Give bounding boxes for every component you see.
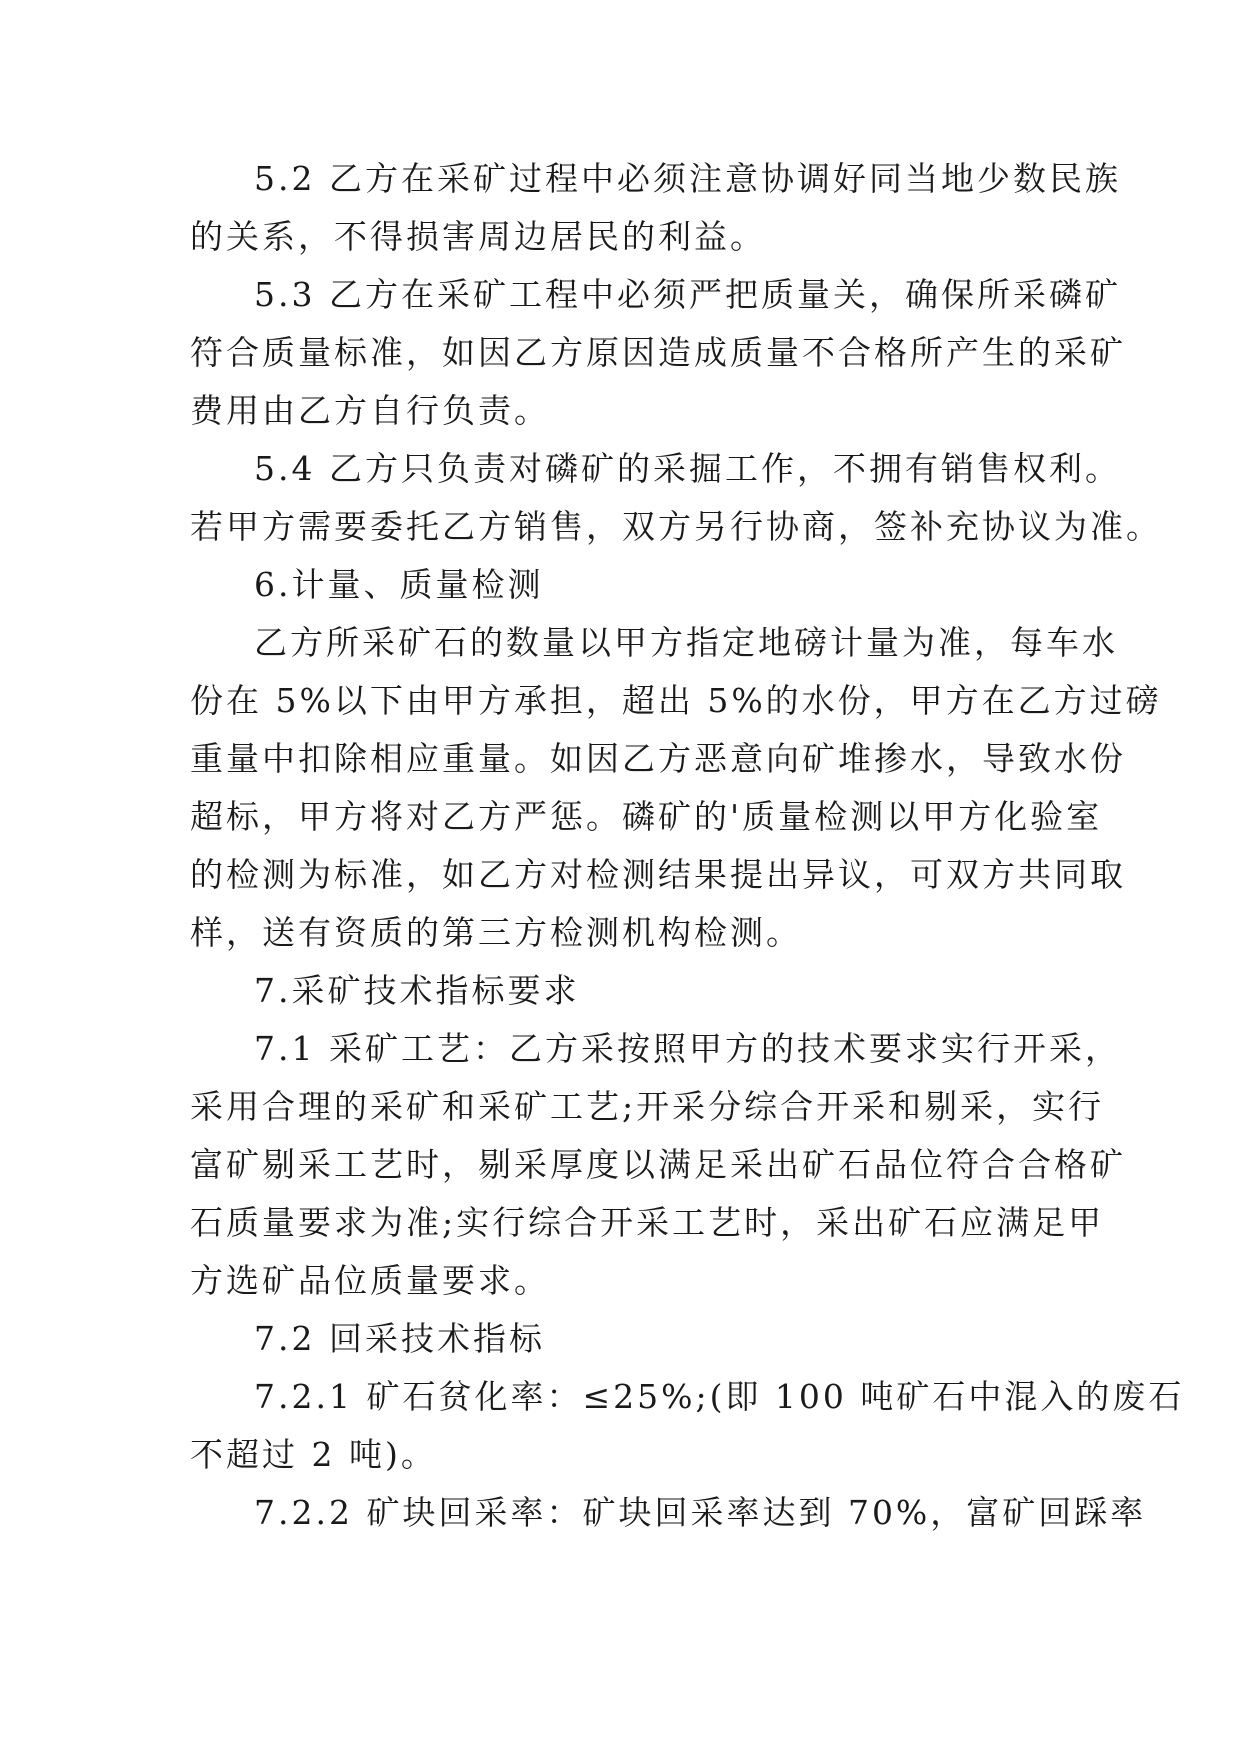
paragraph-p-7-1 bbox=[190, 1020, 1126, 1310]
text-line: 石质量要求为准;实行综合开采工艺时，采出矿石应满足甲 bbox=[190, 1203, 1105, 1242]
text-line: 方选矿品位质量要求。 bbox=[190, 1261, 550, 1300]
text-line: 7.2 回采技术指标 bbox=[254, 1319, 545, 1358]
text-line: 7.2.2 矿块回采率：矿块回采率达到 70%，富矿回踩率 bbox=[254, 1493, 1147, 1532]
text-line: 7.1 采矿工艺：乙方采按照甲方的技术要求实行开采， bbox=[254, 1029, 1121, 1068]
paragraph-p-5-4 bbox=[190, 440, 1162, 556]
text-line: 份在 5%以下由甲方承担，超出 5%的水份，甲方在乙方过磅 bbox=[190, 681, 1162, 720]
text-line: 的关系，不得损害周边居民的利益。 bbox=[190, 217, 766, 256]
paragraph-p-7-2 bbox=[190, 1310, 1056, 1368]
paragraph-p-7-2-1 bbox=[190, 1368, 1185, 1484]
text-line: 若甲方需要委托乙方销售，双方另行协商，签补充协议为准。 bbox=[190, 507, 1162, 546]
paragraph-p-5-2 bbox=[190, 150, 1121, 266]
text-line: 5.2 乙方在采矿过程中必须注意协调好同当地少数民族 bbox=[254, 159, 1121, 198]
text-line: 富矿剔采工艺时，剔采厚度以满足采出矿石品位符合合格矿 bbox=[190, 1145, 1126, 1184]
text-line: 符合质量标准，如因乙方原因造成质量不合格所产生的采矿 bbox=[190, 333, 1126, 372]
paragraph-p-5-3 bbox=[190, 266, 1126, 440]
text-line: 5.3 乙方在采矿工程中必须严把质量关，确保所采磷矿 bbox=[254, 275, 1121, 314]
text-line: 的检测为标准，如乙方对检测结果提出异议，可双方共同取 bbox=[190, 855, 1126, 894]
text-line: 7.2.1 矿石贫化率：≤25%;(即 100 吨矿石中混入的废石 bbox=[254, 1377, 1185, 1416]
paragraph-p-7-2-2 bbox=[190, 1484, 1147, 1542]
text-line: 重量中扣除相应重量。如因乙方恶意向矿堆掺水，导致水份 bbox=[190, 739, 1126, 778]
text-line: 乙方所采矿石的数量以甲方指定地磅计量为准，每车水 bbox=[254, 623, 1118, 662]
text-line: 6.计量、质量检测 bbox=[254, 565, 544, 604]
text-line: 费用由乙方自行负责。 bbox=[190, 391, 550, 430]
paragraph-p-6-body bbox=[190, 614, 1162, 962]
text-line: 采用合理的采矿和采矿工艺;开采分综合开采和剔采，实行 bbox=[190, 1087, 1105, 1126]
text-line: 5.4 乙方只负责对磷矿的采掘工作，不拥有销售权利。 bbox=[254, 449, 1121, 488]
paragraph-p-6 bbox=[190, 556, 1056, 614]
text-line: 不超过 2 吨)。 bbox=[190, 1435, 437, 1474]
text-line: 样，送有资质的第三方检测机构检测。 bbox=[190, 913, 802, 952]
paragraph-p-7 bbox=[190, 962, 1056, 1020]
document-page bbox=[190, 150, 1185, 1542]
text-line: 超标，甲方将对乙方严惩。磷矿的'质量检测以甲方化验室 bbox=[190, 797, 1103, 836]
text-line: 7.采矿技术指标要求 bbox=[254, 971, 580, 1010]
